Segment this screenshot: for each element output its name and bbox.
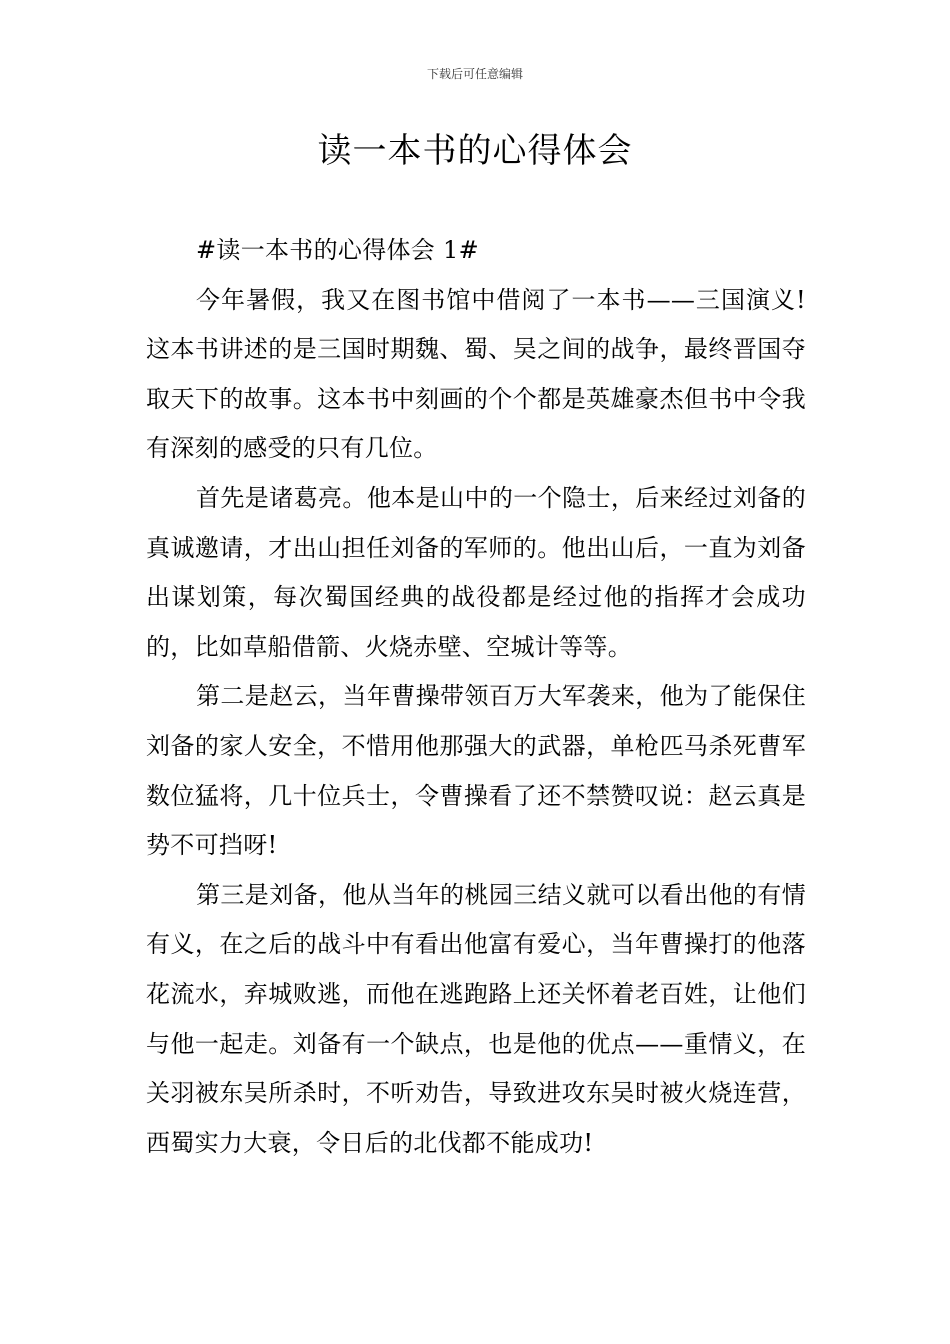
section-heading: #读一本书的心得体会 1# xyxy=(196,236,480,264)
paragraph-zhuge-liang: 首先是诸葛亮。他本是山中的一个隐士，后来经过刘备的真诚邀请，才出山担任刘备的军师的。他出山后，一直为刘备出谋划策，每次蜀国经典的战役都是经过他的指挥才会成功的，比如草船借箭、火烧赤壁、空城计等等。 xyxy=(146,483,806,661)
paragraph-zhao-yun: 第二是赵云，当年曹操带领百万大军袭来，他为了能保住刘备的家人安全，不惜用他那强大的武器，单枪匹马杀死曹军数位猛将，几十位兵士，令曹操看了还不禁赞叹说：赵云真是势不可挡呀! xyxy=(146,682,806,860)
document-title: 读一本书的心得体会 xyxy=(317,131,633,171)
document-body xyxy=(146,226,806,1168)
paragraph-liu-bei: 第三是刘备，他从当年的桃园三结义就可以看出他的有情有义，在之后的战斗中有看出他富有爱心，当年曹操打的他落花流水，弃城败逃，而他在逃跑路上还关怀着老百姓，让他们与他一起走。刘备有一个缺点，也是他的优点——重情义，在关羽被东吴所杀时，不听劝告，导致进攻东吴时被火烧连营，西蜀实力大衰，令日后的北伐都不能成功! xyxy=(146,880,806,1157)
paragraph-intro: 今年暑假，我又在图书馆中借阅了一本书——三国演义!这本书讲述的是三国时期魏、蜀、吴之间的战争，最终晋国夺取天下的故事。这本书中刻画的个个都是英雄豪杰但书中令我有深刻的感受的只有几位。 xyxy=(146,285,806,463)
header-note: 下载后可任意编辑 xyxy=(426,67,523,81)
